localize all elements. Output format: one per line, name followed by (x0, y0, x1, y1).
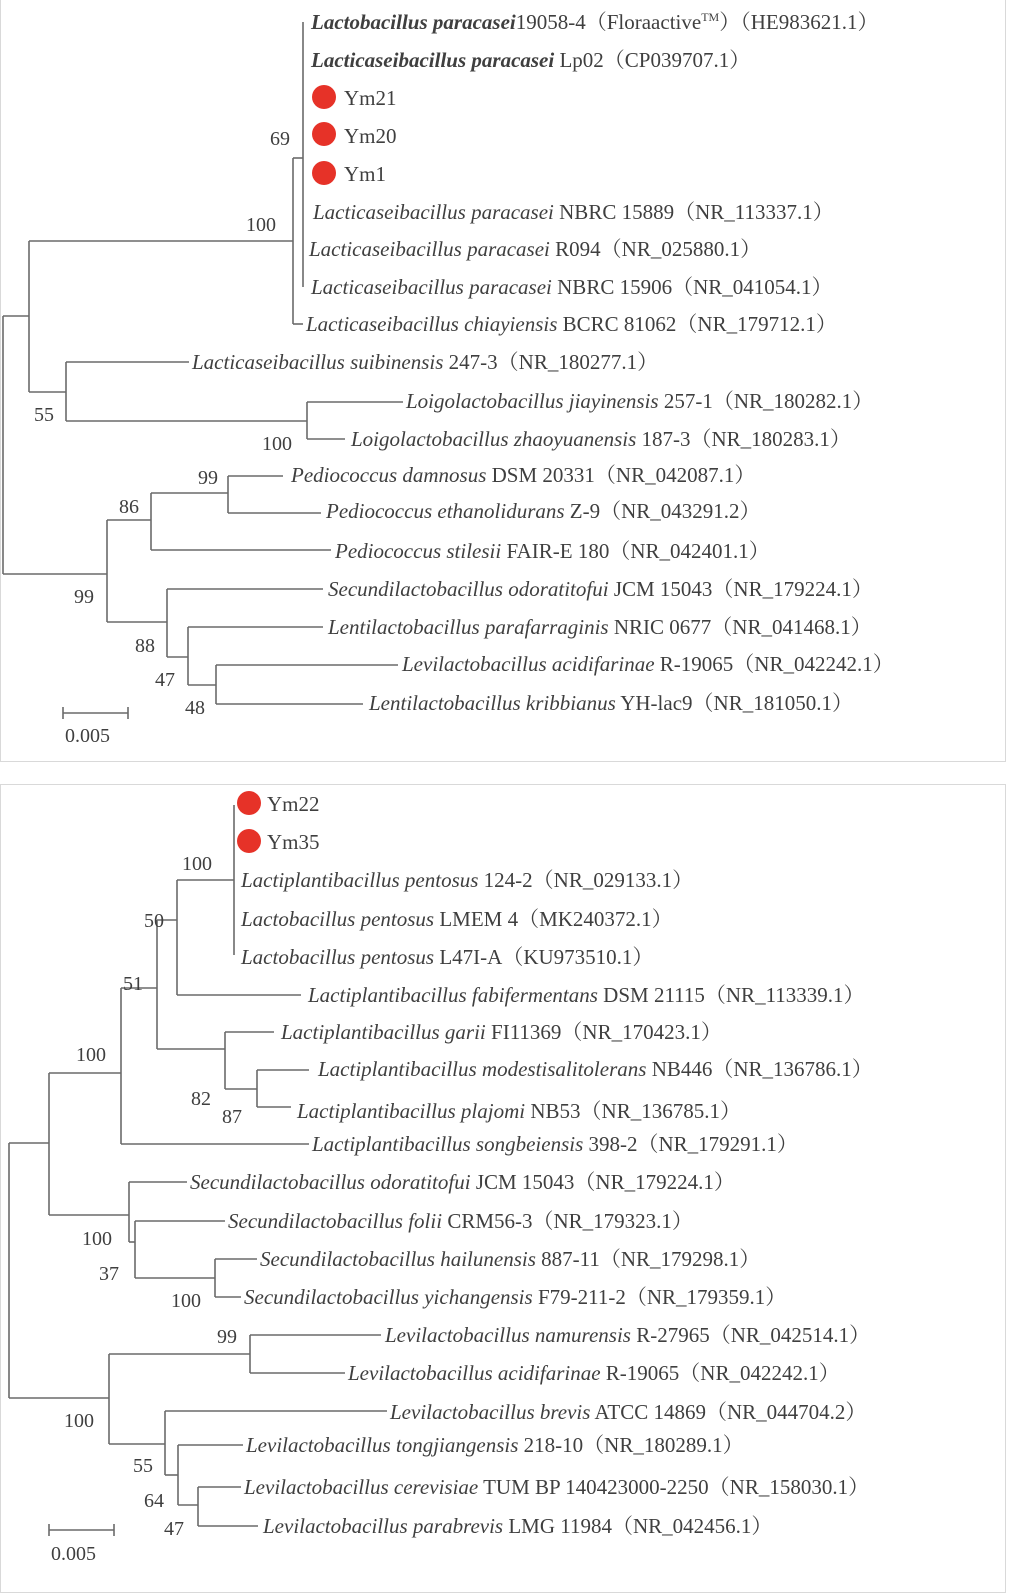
scale-bar-label: 0.005 (65, 725, 110, 747)
taxon-label: Levilactobacillus cerevisiae TUM BP 140423000-2250（NR_158030.1） (244, 1475, 870, 1499)
taxon-label: Pediococcus stilesii FAIR-E 180（NR_042401.1） (335, 539, 770, 563)
taxon-label: Lactiplantibacillus pentosus 124-2（NR_029133.1） (241, 868, 694, 892)
taxon-label: Lacticaseibacillus paracasei NBRC 15889（NR_113337.1） (313, 200, 834, 224)
taxon-label: Secundilactobacillus odoratitofui JCM 15043（NR_179224.1） (328, 577, 873, 601)
isolate-label: Ym35 (267, 830, 320, 854)
taxon-label: Levilactobacillus brevis ATCC 14869（NR_044704.2） (390, 1400, 867, 1424)
tree-panel-b (0, 784, 1006, 1593)
bootstrap-value: 100 (262, 433, 292, 455)
bootstrap-value: 88 (135, 635, 155, 657)
taxon-label: Lactobacillus paracasei19058-4（Floraactive™）（HE983621.1） (311, 10, 879, 34)
taxon-label: Secundilactobacillus odoratitofui JCM 15043（NR_179224.1） (190, 1170, 735, 1194)
taxon-label: Levilactobacillus parabrevis LMG 11984（NR_042456.1） (263, 1514, 773, 1538)
bootstrap-value: 69 (270, 128, 290, 150)
taxon-label: Pediococcus damnosus DSM 20331（NR_042087.1） (291, 463, 756, 487)
scale-bar-label: 0.005 (51, 1543, 96, 1565)
isolate-label: Ym22 (267, 792, 320, 816)
bootstrap-value: 99 (74, 586, 94, 608)
isolate-marker (237, 829, 261, 853)
taxon-label: Lactiplantibacillus plajomi NB53（NR_136785.1） (297, 1099, 741, 1123)
bootstrap-value: 48 (185, 697, 205, 719)
taxon-label: Lacticaseibacillus paracasei Lp02（CP039707.1） (311, 48, 751, 72)
bootstrap-value: 55 (133, 1455, 153, 1477)
taxon-label: Levilactobacillus tongjiangensis 218-10（NR_180289.1） (246, 1433, 744, 1457)
bootstrap-value: 64 (144, 1490, 164, 1512)
bootstrap-value: 100 (76, 1044, 106, 1066)
bootstrap-value: 99 (198, 467, 218, 489)
scale-bar (63, 707, 128, 747)
taxon-label: Levilactobacillus acidifarinae R-19065（NR_042242.1） (348, 1361, 840, 1385)
taxon-label: Lactobacillus pentosus L47I-A（KU973510.1） (241, 945, 654, 969)
isolate-marker (312, 122, 336, 146)
taxon-label: Lactiplantibacillus garii FI11369（NR_170423.1） (281, 1020, 722, 1044)
taxon-label: Secundilactobacillus yichangensis F79-211-2（NR_179359.1） (244, 1285, 787, 1309)
taxon-label: Lacticaseibacillus suibinensis 247-3（NR_180277.1） (192, 350, 659, 374)
taxon-label: Lactiplantibacillus songbeiensis 398-2（NR_179291.1） (312, 1132, 798, 1156)
bootstrap-value: 87 (222, 1106, 242, 1128)
bootstrap-value: 47 (164, 1518, 184, 1540)
bootstrap-value: 100 (246, 214, 276, 236)
taxon-label: Secundilactobacillus folii CRM56-3（NR_179323.1） (228, 1209, 693, 1233)
scale-bar (49, 1524, 114, 1565)
taxon-label: Lacticaseibacillus paracasei R094（NR_025880.1） (309, 237, 762, 261)
taxon-label: Loigolactobacillus zhaoyuanensis 187-3（NR_180283.1） (351, 427, 851, 451)
taxon-label: Lactiplantibacillus modestisalitolerans NB446（NR_136786.1） (318, 1057, 873, 1081)
bootstrap-value: 55 (34, 404, 54, 426)
bootstrap-value: 51 (123, 973, 143, 995)
taxon-label: Lentilactobacillus parafarraginis NRIC 0677（NR_041468.1） (328, 615, 872, 639)
taxon-label: Lactobacillus pentosus LMEM 4（MK240372.1） (241, 907, 673, 931)
taxon-label: Lactiplantibacillus fabifermentans DSM 21115（NR_113339.1） (308, 983, 865, 1007)
bootstrap-value: 100 (82, 1228, 112, 1250)
bootstrap-value: 100 (182, 853, 212, 875)
isolate-label: Ym21 (344, 86, 397, 110)
bootstrap-value: 47 (155, 669, 175, 691)
bootstrap-value: 50 (144, 910, 164, 932)
tree-b-svg (1, 785, 1007, 1594)
taxon-label: Lacticaseibacillus paracasei NBRC 15906（NR_041054.1） (311, 275, 833, 299)
isolate-label: Ym1 (344, 162, 386, 186)
isolate-marker (312, 85, 336, 109)
taxon-label: Lentilactobacillus kribbianus YH-lac9（NR_181050.1） (369, 691, 853, 715)
bootstrap-value: 100 (64, 1410, 94, 1432)
taxon-label: Secundilactobacillus hailunensis 887-11（NR_179298.1） (260, 1247, 761, 1271)
tree-panel-a (0, 0, 1006, 762)
bootstrap-value: 86 (119, 496, 139, 518)
taxon-label: Loigolactobacillus jiayinensis 257-1（NR_180282.1） (406, 389, 874, 413)
bootstrap-value: 82 (191, 1088, 211, 1110)
taxon-label: Levilactobacillus acidifarinae R-19065（NR_042242.1） (402, 652, 894, 676)
isolate-marker (237, 791, 261, 815)
taxon-label: Levilactobacillus namurensis R-27965（NR_042514.1） (385, 1323, 871, 1347)
tree-a-svg (1, 0, 1007, 762)
isolate-label: Ym20 (344, 124, 397, 148)
bootstrap-value: 100 (171, 1290, 201, 1312)
bootstrap-value: 99 (217, 1326, 237, 1348)
isolate-marker (312, 161, 336, 185)
taxon-label: Lacticaseibacillus chiayiensis BCRC 81062（NR_179712.1） (306, 312, 837, 336)
bootstrap-value: 37 (99, 1263, 119, 1285)
taxon-label: Pediococcus ethanolidurans Z-9（NR_043291.2） (326, 499, 761, 523)
